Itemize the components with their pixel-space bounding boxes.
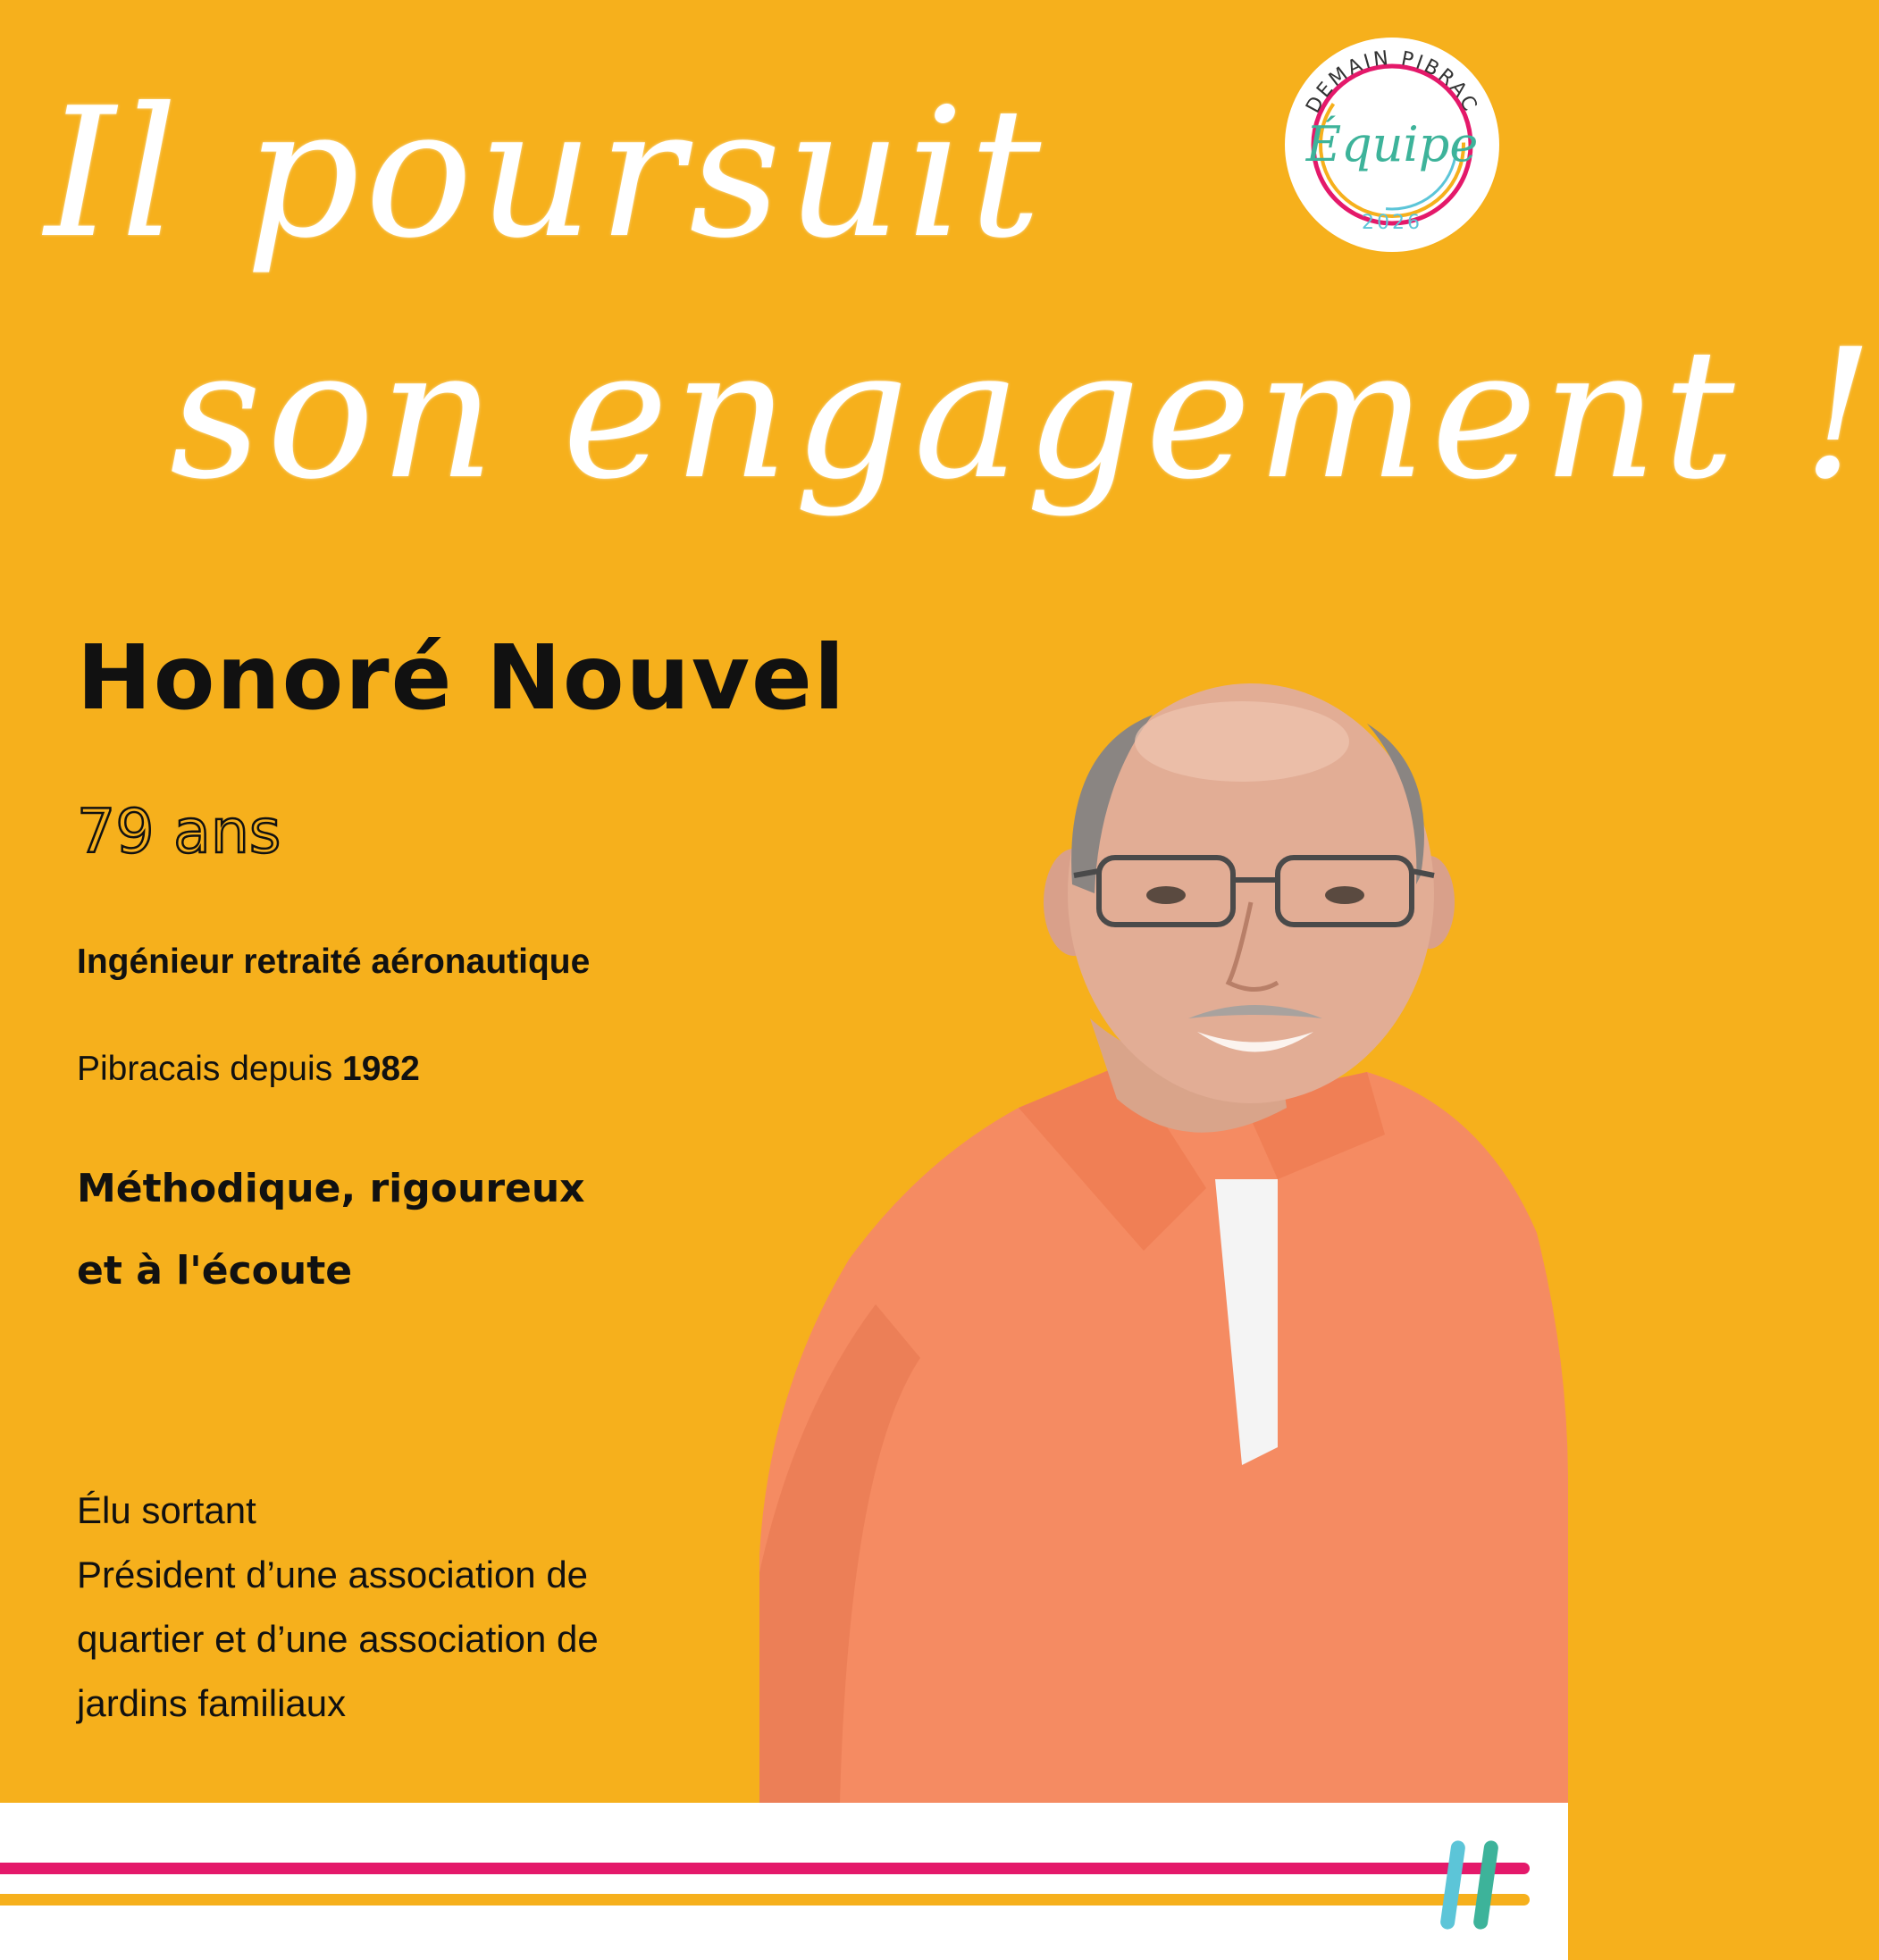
candidate-name: Honoré Nouvel [77,625,847,730]
candidate-traits [77,1148,585,1312]
candidate-portrait-photo [742,679,1568,1803]
candidate-job: Ingénieur retraité aéronautique [77,942,591,981]
role-line: jardins familiaux [77,1682,347,1724]
headline-line-2: son engagement ! [170,311,1879,519]
badge-top-text: DEMAIN PIBRAC [1302,46,1482,117]
residence-year: 1982 [342,1050,420,1088]
badge-year: 2026 [1362,212,1422,234]
footer-band [0,1803,1568,1960]
candidate-roles [77,1478,599,1736]
candidate-age: 79 ans [77,797,281,867]
traits-line-2: et à l'écoute [77,1248,353,1294]
traits-line-1: Méthodique, rigoureux [77,1166,585,1211]
footer-pink-stripe [0,1863,1530,1874]
role-line: quartier et d’une association de [77,1618,599,1660]
svg-text:DEMAIN PIBRAC [1302,47,1481,117]
headline-line-1: Il poursuit [45,70,1047,278]
role-line: Élu sortant [77,1489,256,1531]
demain-pibrac-badge-logo [1285,38,1499,252]
candidate-residence [77,1050,420,1089]
residence-label: Pibracais depuis [77,1050,342,1088]
badge-script-text: Équipe [1305,116,1479,172]
role-line: Président d’une association de [77,1554,589,1596]
footer-orange-stripe [0,1894,1530,1906]
